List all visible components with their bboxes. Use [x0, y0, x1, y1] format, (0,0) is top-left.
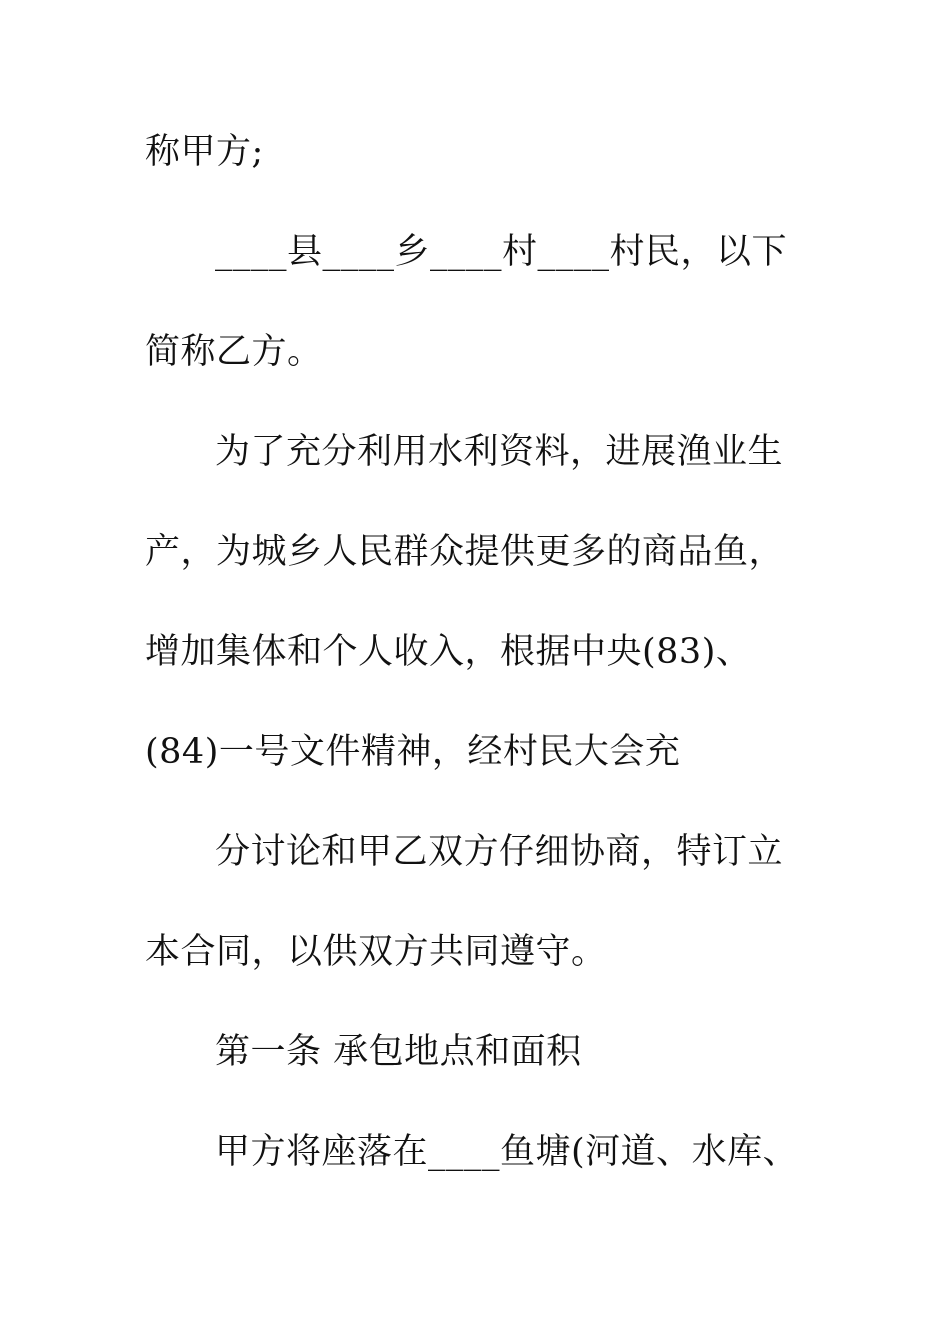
text-line-11: 甲方将座落在____鱼塘(河道、水库、	[215, 1132, 799, 1172]
section-heading: 第一条 承包地点和面积	[215, 1032, 582, 1072]
text-line-6: 增加集体和个人收入，根据中央(83)、	[145, 632, 752, 672]
text-line-4: 为了充分利用水利资料，进展渔业生	[215, 432, 784, 472]
text-line-3: 简称乙方。	[145, 332, 323, 372]
text-line-2: ____县____乡____村____村民，以下	[215, 232, 788, 272]
text-line-5: 产，为城乡人民群众提供更多的商品鱼，	[145, 532, 785, 572]
text-line-8: 分讨论和甲乙双方仔细协商，特订立	[215, 832, 784, 872]
text-line-1: 称甲方;	[145, 132, 264, 172]
text-line-7: (84)一号文件精神，经村民大会充	[145, 732, 681, 772]
text-line-9: 本合同，以供双方共同遵守。	[145, 932, 607, 972]
